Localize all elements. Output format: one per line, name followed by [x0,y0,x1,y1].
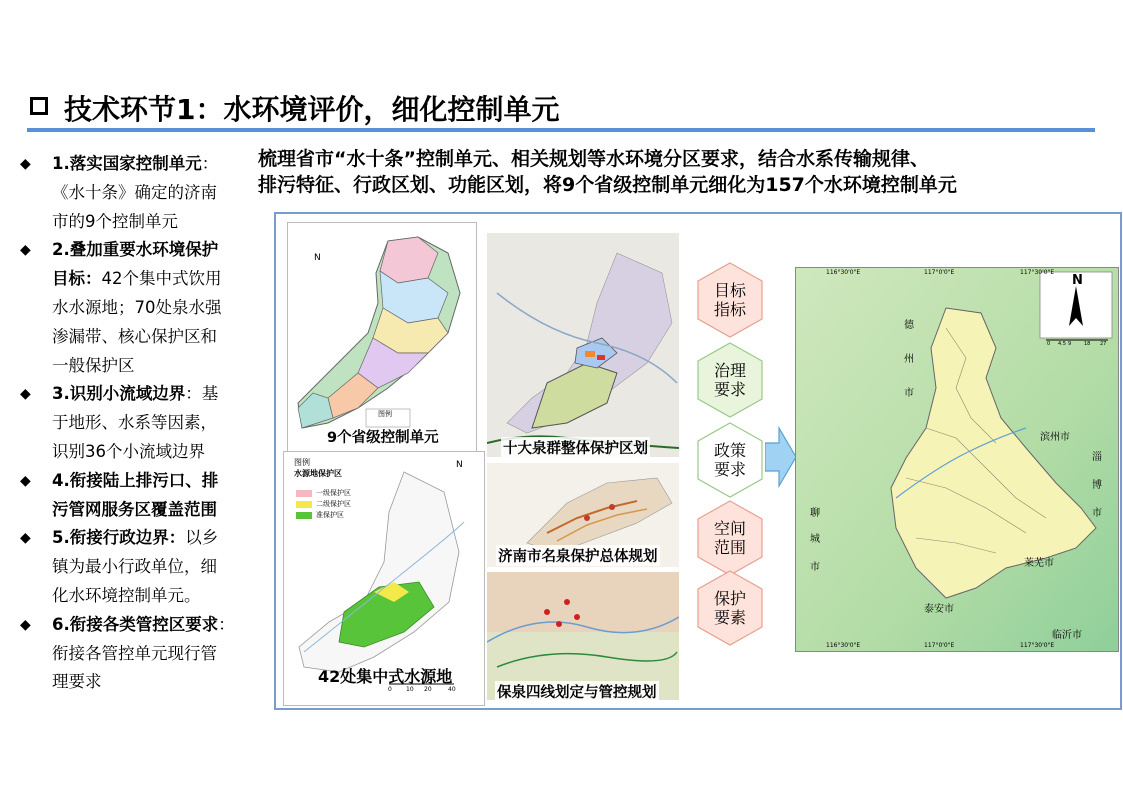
title-divider [27,128,1095,132]
bullet-item [20,236,252,380]
diamond-bullet-icon: ◆ [20,156,31,172]
bullet-line: 化水环境控制单元。 [52,585,201,605]
scale-label: 27 [1100,341,1107,347]
map-157-control-units-graphic [796,268,1118,651]
bullet-head: 5.衔接行政边界： [52,528,186,548]
map-provincial-units [287,222,477,452]
scale-label: 9 [1068,341,1072,347]
step-label: 治理 [713,361,746,380]
coord-bottom: 116°30'0"E [826,642,861,649]
coord-top: 116°30'0"E [826,269,861,276]
place-label: 市 [904,388,914,399]
place-label: 州 [904,354,914,365]
step-label: 范围 [713,538,746,557]
map4-caption: 保泉四线划定与管控规划 [495,681,659,702]
coord-bottom: 117°30'0"E [1020,642,1055,649]
scale-label: 18 [1084,341,1091,347]
bullet-sep: ： [201,154,219,173]
step-label: 要求 [713,380,746,399]
map5-scale-1: 10 [406,686,414,693]
bullet-sep: ： [218,614,235,634]
bullet-item [20,611,252,697]
north-arrow-icon: N [456,460,463,470]
bullet-item [20,150,252,236]
scale-label: 0 [1047,341,1051,347]
bullet-line: 《水十条》确定的济南 [52,182,217,202]
bullet-head: 1.落实国家控制单元 [52,154,202,173]
place-label: 聊 [810,508,820,519]
bullet-head: 6.衔接各类管控区要求 [52,614,219,634]
bullet-line: 衔接各管控单元现行管 [52,643,217,663]
map5-caption: 42处集中式水源地 [318,667,453,686]
bullet-line: 识别36个小流域边界 [52,441,205,461]
place-label: 市 [1092,508,1102,519]
step-target-indicators [697,262,763,338]
bullet-line: 理要求 [52,672,102,692]
step-label: 保护 [713,589,746,608]
north-arrow-icon: N [1072,273,1083,288]
map5-scale-3: 40 [448,686,456,693]
step-label: 要素 [713,608,746,627]
page-title: 技术环节1：水环境评价，细化控制单元 [64,93,560,126]
step-treatment-req [697,342,763,418]
bullet-item [20,380,252,466]
place-label: 临沂市 [1052,630,1082,641]
bullet-head: 2.叠加重要水环境保护 [52,240,219,260]
diamond-bullet-icon: ◆ [20,472,31,489]
place-label: 德 [904,320,914,331]
coord-top: 117°0'0"E [924,269,955,276]
place-label: 城 [810,534,820,545]
title-checkbox-icon [30,97,48,115]
place-label: 滨州市 [1040,432,1070,443]
place-label: 泰安市 [924,604,954,615]
step-label: 要求 [713,460,746,479]
right-arrow-icon [765,426,797,488]
map5-legend-item: 准保护区 [316,511,344,519]
coord-top: 117°30'0"E [1020,269,1055,276]
bullet-line: 市的9个控制单元 [52,211,178,231]
map5-scale-0: 0 [388,686,392,693]
map-157-control-units [795,267,1119,652]
place-label: 淄 [1092,452,1102,463]
bullet-list [20,150,252,697]
step-protection-elements [697,570,763,646]
map5-legend-sub: 水源地保护区 [294,469,342,478]
step-label: 目标 [713,281,746,300]
scale-label: 4.5 [1058,341,1066,347]
diamond-bullet-icon: ◆ [20,530,31,547]
step-label: 空间 [713,519,746,538]
intro-line-2: 排污特征、行政区划、功能区划，将9个省级控制单元细化为157个水环境控制单元 [258,174,957,196]
map5-legend-title: 图例 [294,458,310,467]
intro-line-1: 梳理省市“水十条”控制单元、相关规划等水环境分区要求，结合水系传输规律、 [258,148,929,170]
bullet-line: 于地形、水系等因素， [52,413,217,433]
intro-text [258,146,1118,198]
bullet-line: 42个集中式饮用 [101,269,222,289]
bullet-line: 一般保护区 [52,355,135,375]
map5-legend-item: 一级保护区 [316,489,351,497]
map5-scale-2: 20 [424,686,432,693]
bullet-item [20,524,252,610]
map-spring-groups-graphic [487,233,679,457]
bullet-head: 3.识别小流域边界 [52,384,186,404]
bullet-line: 渗漏带、核心保护区和 [52,326,217,346]
bullet-item [20,467,252,525]
map1-legend: 图例 [378,410,392,418]
step-label: 政策 [713,441,746,460]
map-spring-groups [487,233,679,457]
diamond-bullet-icon: ◆ [20,242,31,259]
bullet-line: 镇为最小行政单位，细 [52,557,217,577]
step-spatial-scope [697,500,763,576]
bullet-head: 目标： [52,269,102,289]
step-policy-req [697,422,763,498]
diamond-bullet-icon: ◆ [20,386,31,403]
bullet-head: 4.衔接陆上排污口、排 [52,470,219,490]
north-arrow-icon: N [314,253,321,263]
coord-bottom: 117°0'0"E [924,642,955,649]
place-label: 市 [810,562,820,573]
bullet-line: 水水源地；70处泉水强 [52,297,222,317]
bullet-sep: 以乡 [185,528,219,548]
bullet-sep: ：基 [185,384,219,404]
map5-legend-item: 二级保护区 [316,500,351,508]
step-label: 指标 [713,300,746,319]
bullet-head: 污管网服务区覆盖范围 [52,499,217,519]
map3-caption: 济南市名泉保护总体规划 [496,545,660,566]
place-label: 莱芜市 [1024,558,1054,569]
place-label: 博 [1092,480,1102,491]
map1-caption: 9个省级控制单元 [327,430,439,446]
map2-caption: 十大泉群整体保护区划 [501,437,650,458]
diamond-bullet-icon: ◆ [20,616,31,633]
